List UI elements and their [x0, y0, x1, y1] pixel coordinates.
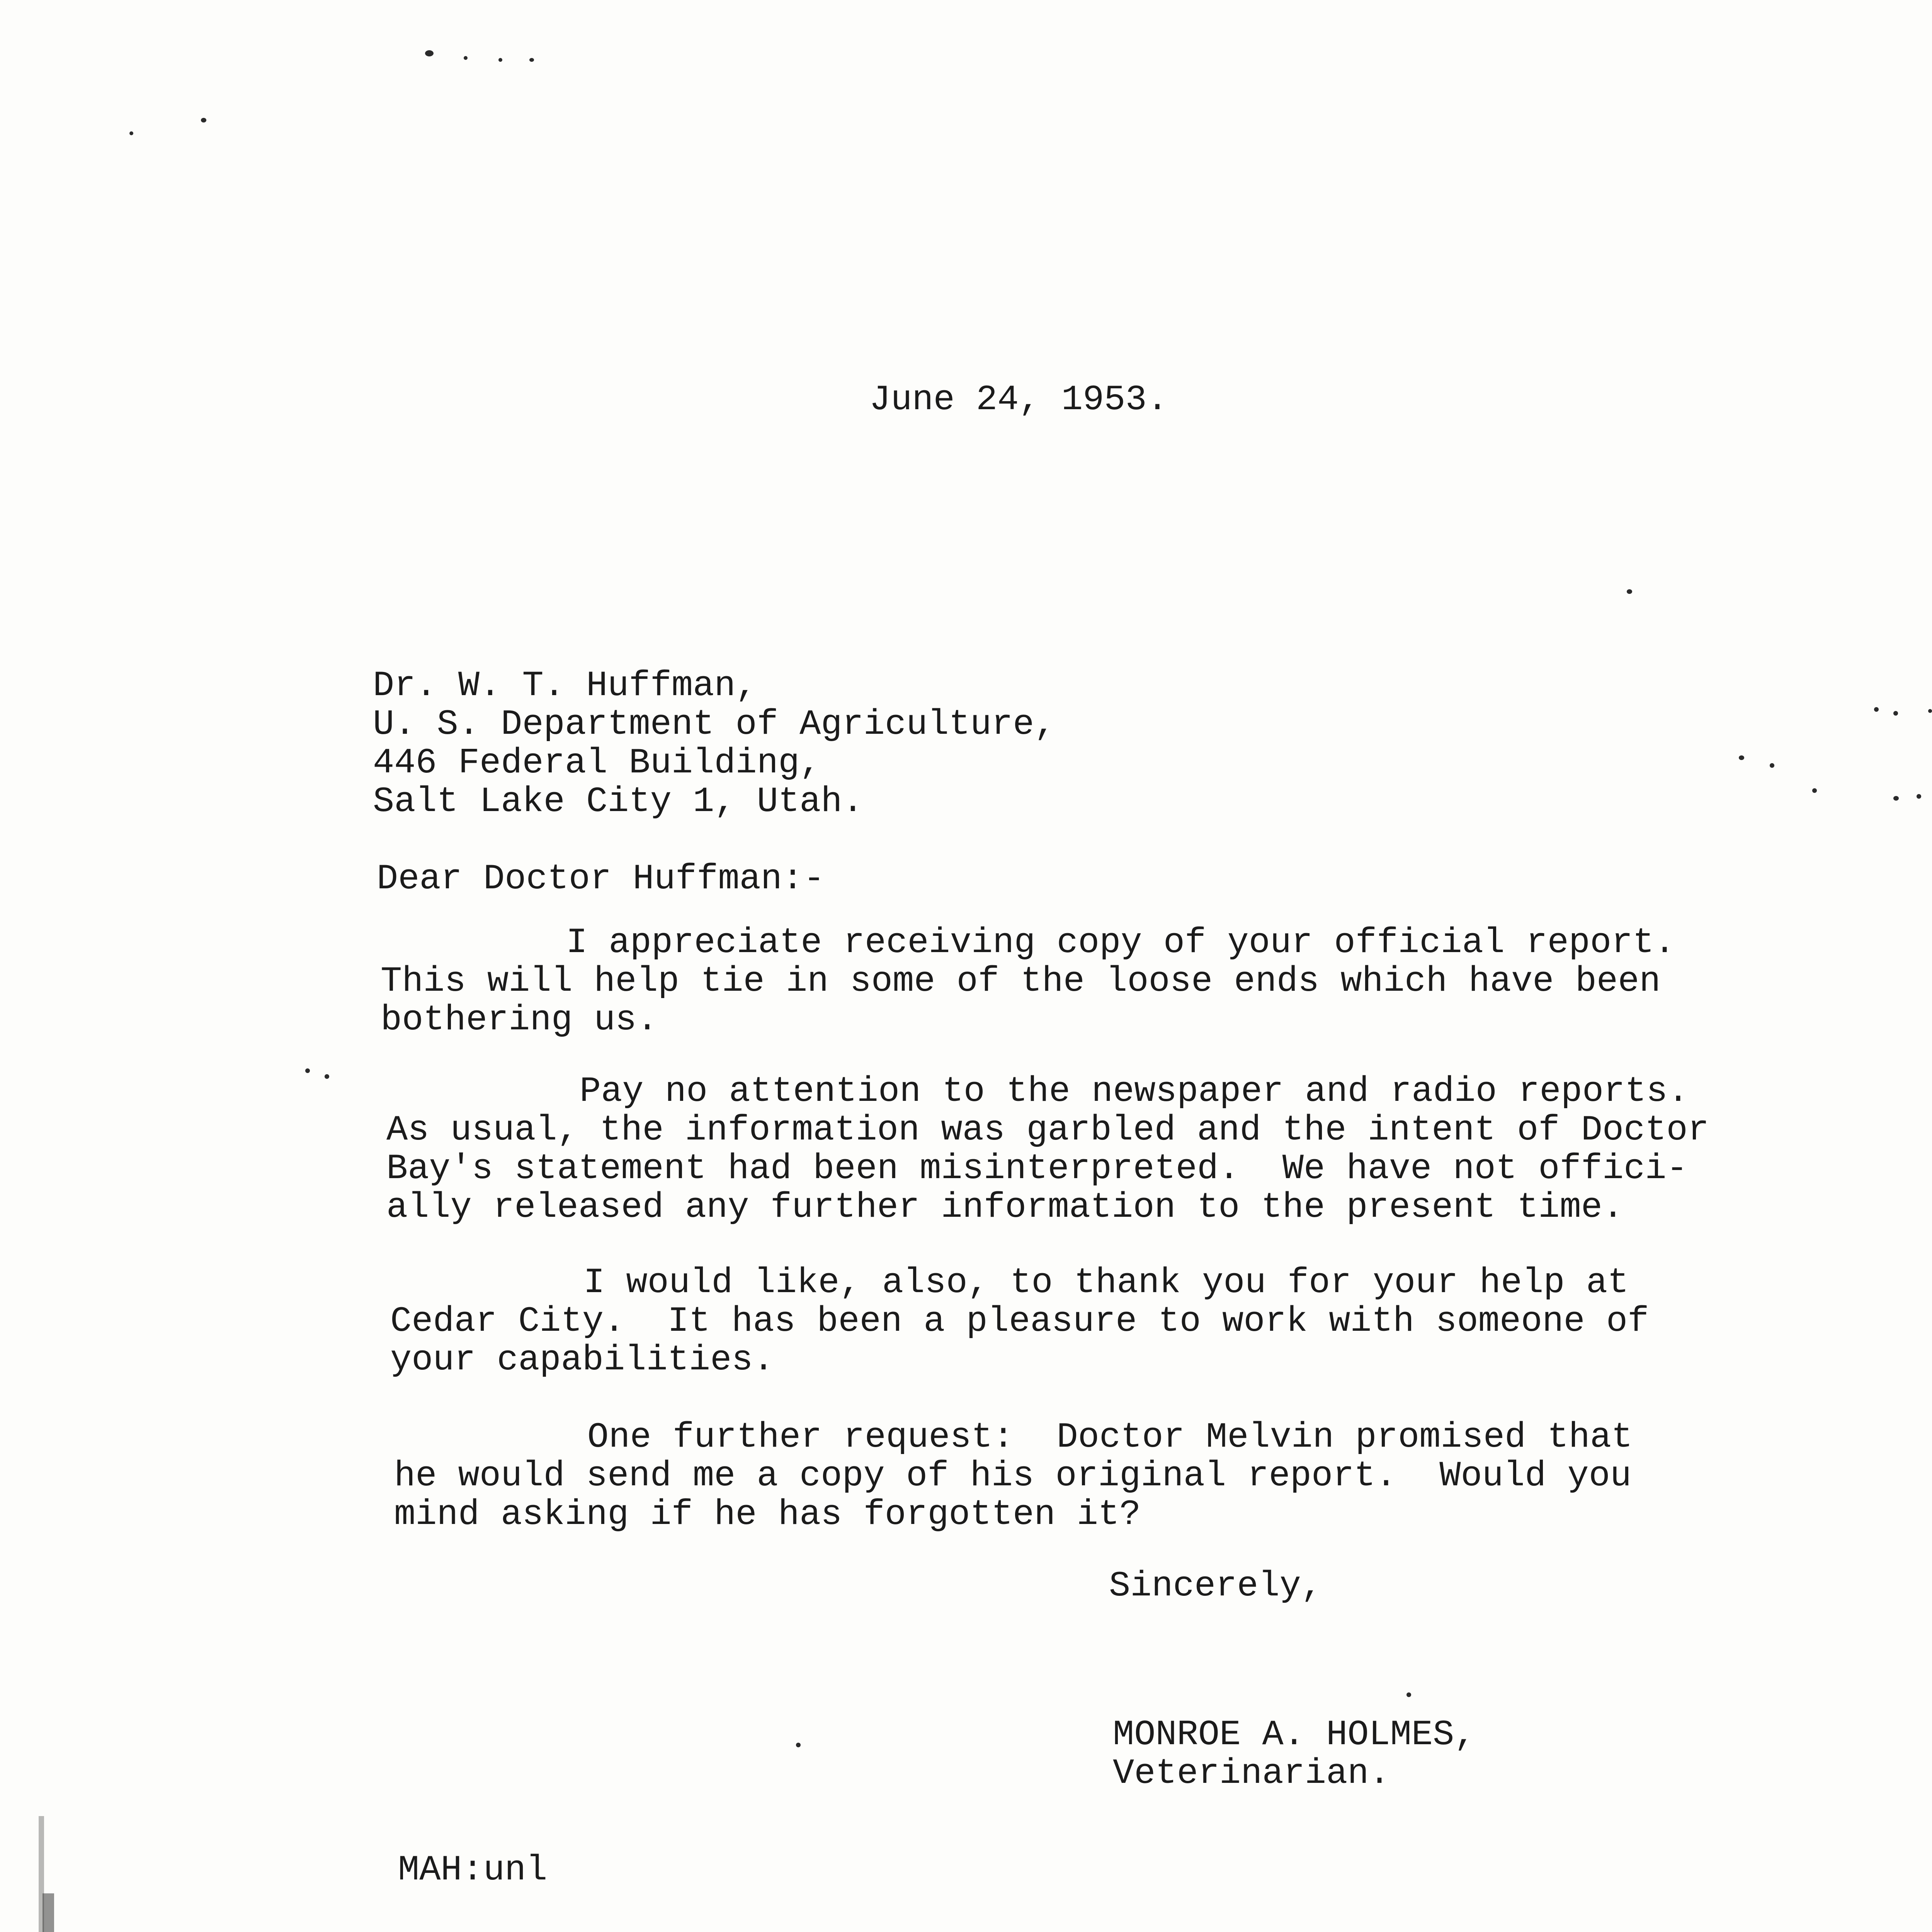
scan-speck	[464, 56, 468, 60]
paragraph-4-line-1: One further request: Doctor Melvin promised that	[587, 1417, 1633, 1458]
scan-speck	[1812, 788, 1817, 793]
scan-speck	[305, 1068, 310, 1073]
scan-speck	[796, 1743, 801, 1747]
scan-speck	[1893, 796, 1899, 801]
scan-speck	[201, 118, 206, 122]
signer-title: Veterinarian.	[1113, 1753, 1390, 1794]
scan-speck	[1406, 1692, 1411, 1697]
paragraph-3-line-3: your capabilities.	[390, 1340, 774, 1380]
salutation: Dear Doctor Huffman:-	[377, 859, 825, 899]
scan-edge-artifact	[15, 1816, 81, 1932]
letter-date: June 24, 1953.	[869, 379, 1168, 420]
paragraph-4-line-3: mind asking if he has forgotten it?	[394, 1494, 1141, 1535]
scan-speck	[425, 50, 434, 56]
scan-speck	[1739, 755, 1744, 760]
paragraph-4-line-2: he would send me a copy of his original report. Would you	[394, 1456, 1632, 1496]
recipient-name: Dr. W. T. Huffman,	[373, 665, 757, 706]
paragraph-3-line-1: I would like, also, to thank you for your help at	[583, 1262, 1629, 1303]
paragraph-1-line-2: This will help tie in some of the loose ends which have been	[381, 961, 1661, 1002]
paragraph-2-line-2: As usual, the information was garbled and the intent of Doctor	[386, 1110, 1709, 1150]
paragraph-1-line-3: bothering us.	[381, 1000, 658, 1040]
scan-speck	[1928, 709, 1932, 713]
scan-speck	[129, 131, 133, 135]
recipient-city: Salt Lake City 1, Utah.	[373, 781, 864, 822]
scan-speck	[1627, 589, 1632, 594]
recipient-organization: U. S. Department of Agriculture,	[373, 704, 1056, 745]
scan-speck	[529, 58, 534, 62]
recipient-street: 446 Federal Building,	[373, 743, 821, 783]
scan-speck	[1770, 763, 1774, 768]
scan-speck	[498, 58, 502, 62]
paragraph-2-line-3: Bay's statement had been misinterpreted. We have not offici-	[386, 1148, 1688, 1189]
paragraph-3-line-2: Cedar City. It has been a pleasure to work with someone of	[390, 1301, 1649, 1342]
signer-name: MONROE A. HOLMES,	[1113, 1714, 1476, 1755]
scan-speck	[1893, 711, 1898, 716]
reference-initials: MAH:unl	[398, 1850, 548, 1890]
scan-speck	[1917, 794, 1921, 799]
scan-speck	[1874, 707, 1879, 712]
paragraph-2-line-4: ally released any further information to the present time.	[386, 1187, 1624, 1228]
closing: Sincerely,	[1109, 1566, 1323, 1606]
scan-speck	[325, 1074, 329, 1079]
paragraph-1-line-1: I appreciate receiving copy of your official report.	[566, 922, 1675, 963]
paragraph-2-line-1: Pay no attention to the newspaper and radio reports.	[580, 1071, 1689, 1112]
